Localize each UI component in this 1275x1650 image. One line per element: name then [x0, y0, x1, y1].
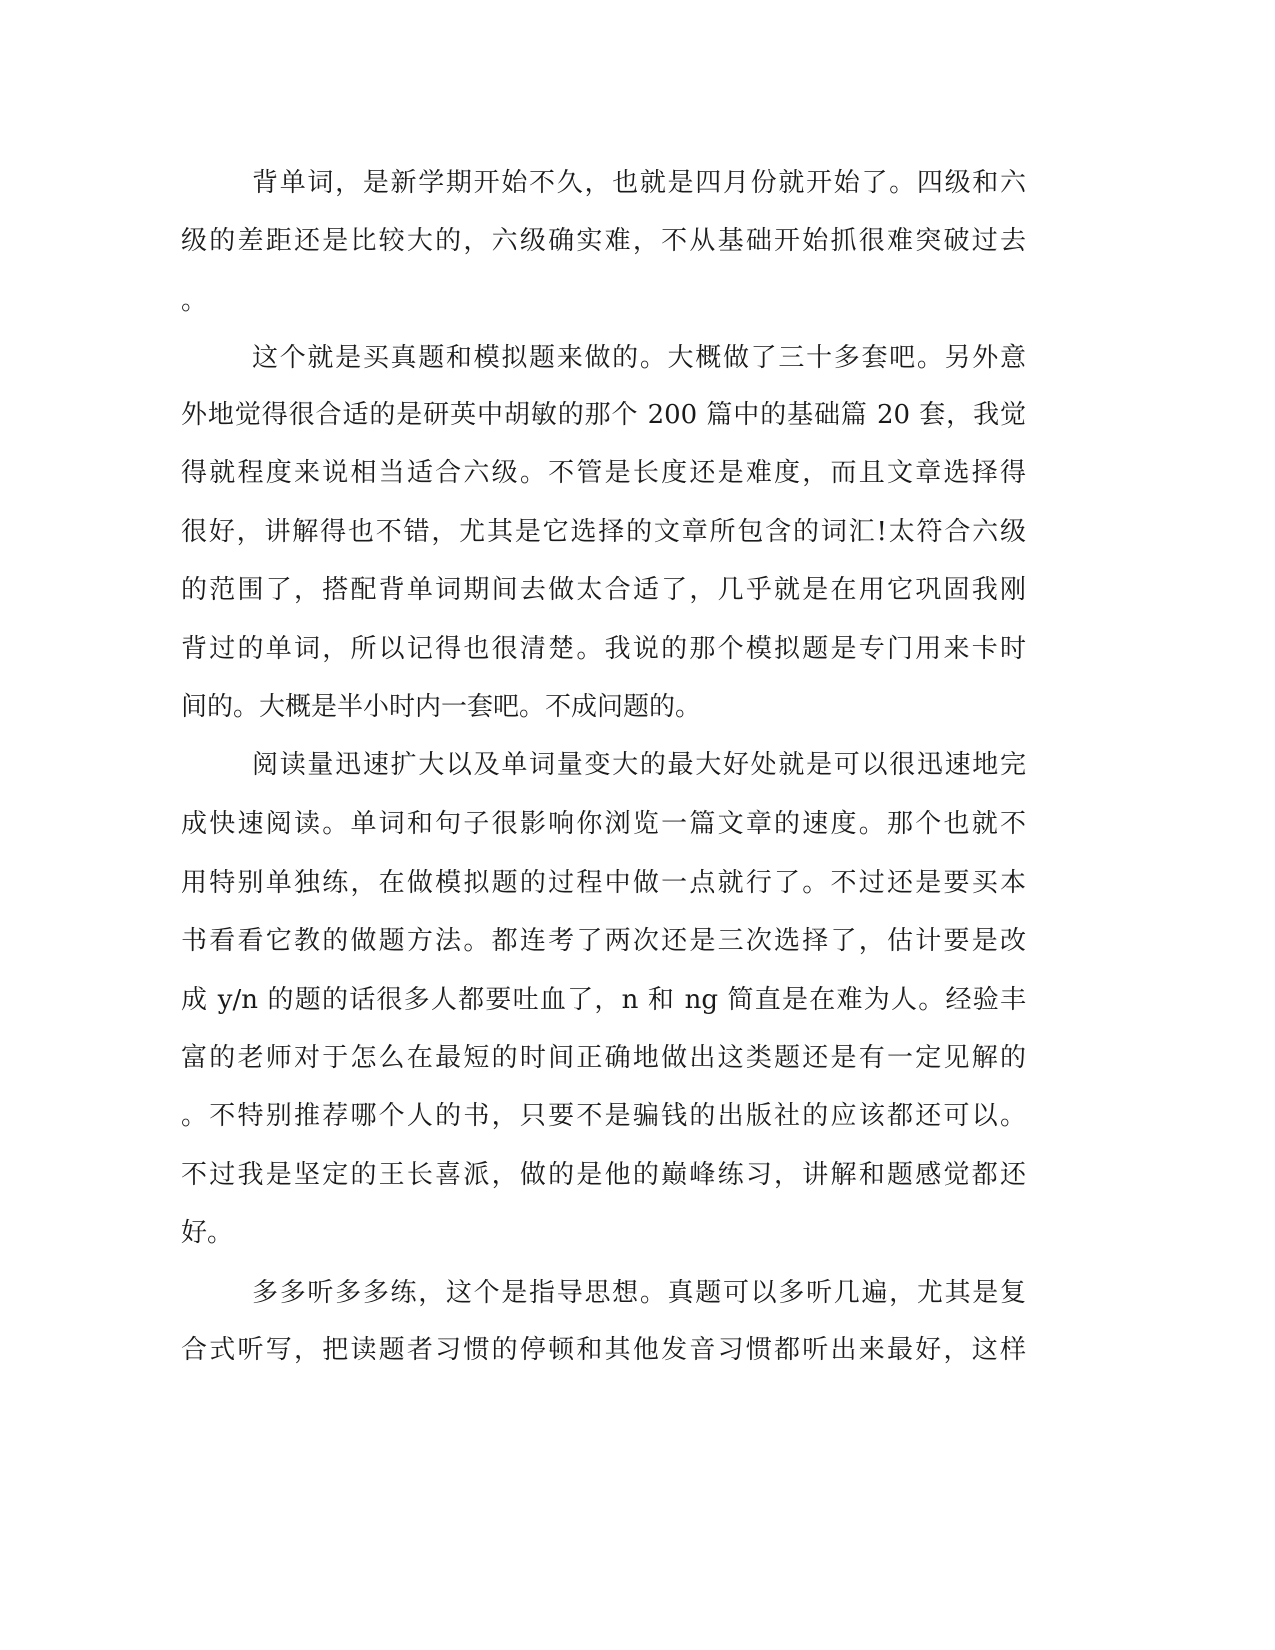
paragraph-2-line-7: 间的。大概是半小时内一套吧。不成问题的。: [181, 692, 702, 722]
paragraph-3-line-5: 成 y/n 的题的话很多人都要吐血了，n 和 ng 简直是在难为人。经验丰: [181, 985, 1026, 1015]
paragraph-3-line-3: 用特别单独练，在做模拟题的过程中做一点就行了。不过还是要买本: [181, 868, 1026, 898]
paragraph-1-line-3: 。: [181, 286, 208, 316]
paragraph-3-line-6: 富的老师对于怎么在最短的时间正确地做出这类题还是有一定见解的: [181, 1043, 1026, 1073]
paragraph-1-line-2: 级的差距还是比较大的，六级确实难，不从基础开始抓很难突破过去: [181, 226, 1026, 256]
paragraph-2-line-1: 这个就是买真题和模拟题来做的。大概做了三十多套吧。另外意: [252, 343, 1026, 373]
paragraph-1-line-1: 背单词，是新学期开始不久，也就是四月份就开始了。四级和六: [252, 168, 1026, 198]
paragraph-3-line-7: 。不特别推荐哪个人的书，只要不是骗钱的出版社的应该都还可以。: [181, 1101, 1026, 1131]
paragraph-3-line-1: 阅读量迅速扩大以及单词量变大的最大好处就是可以很迅速地完: [252, 750, 1026, 780]
paragraph-2-line-4: 很好，讲解得也不错，尤其是它选择的文章所包含的词汇!太符合六级: [181, 517, 1026, 547]
paragraph-2-line-2: 外地觉得很合适的是研英中胡敏的那个 200 篇中的基础篇 20 套，我觉: [181, 400, 1026, 430]
paragraph-3-line-9: 好。: [181, 1218, 234, 1248]
paragraph-3-line-4: 书看看它教的做题方法。都连考了两次还是三次选择了，估计要是改: [181, 926, 1026, 956]
paragraph-2-line-5: 的范围了，搭配背单词期间去做太合适了，几乎就是在用它巩固我刚: [181, 575, 1026, 605]
paragraph-4-line-2: 合式听写，把读题者习惯的停顿和其他发音习惯都听出来最好，这样: [181, 1335, 1026, 1365]
paragraph-2-line-6: 背过的单词，所以记得也很清楚。我说的那个模拟题是专门用来卡时: [181, 634, 1026, 664]
paragraph-3-line-8: 不过我是坚定的王长喜派，做的是他的巅峰练习，讲解和题感觉都还: [181, 1160, 1026, 1190]
paragraph-3-line-2: 成快速阅读。单词和句子很影响你浏览一篇文章的速度。那个也就不: [181, 809, 1026, 839]
paragraph-2-line-3: 得就程度来说相当适合六级。不管是长度还是难度，而且文章选择得: [181, 458, 1026, 488]
paragraph-4-line-1: 多多听多多练，这个是指导思想。真题可以多听几遍，尤其是复: [252, 1278, 1026, 1308]
